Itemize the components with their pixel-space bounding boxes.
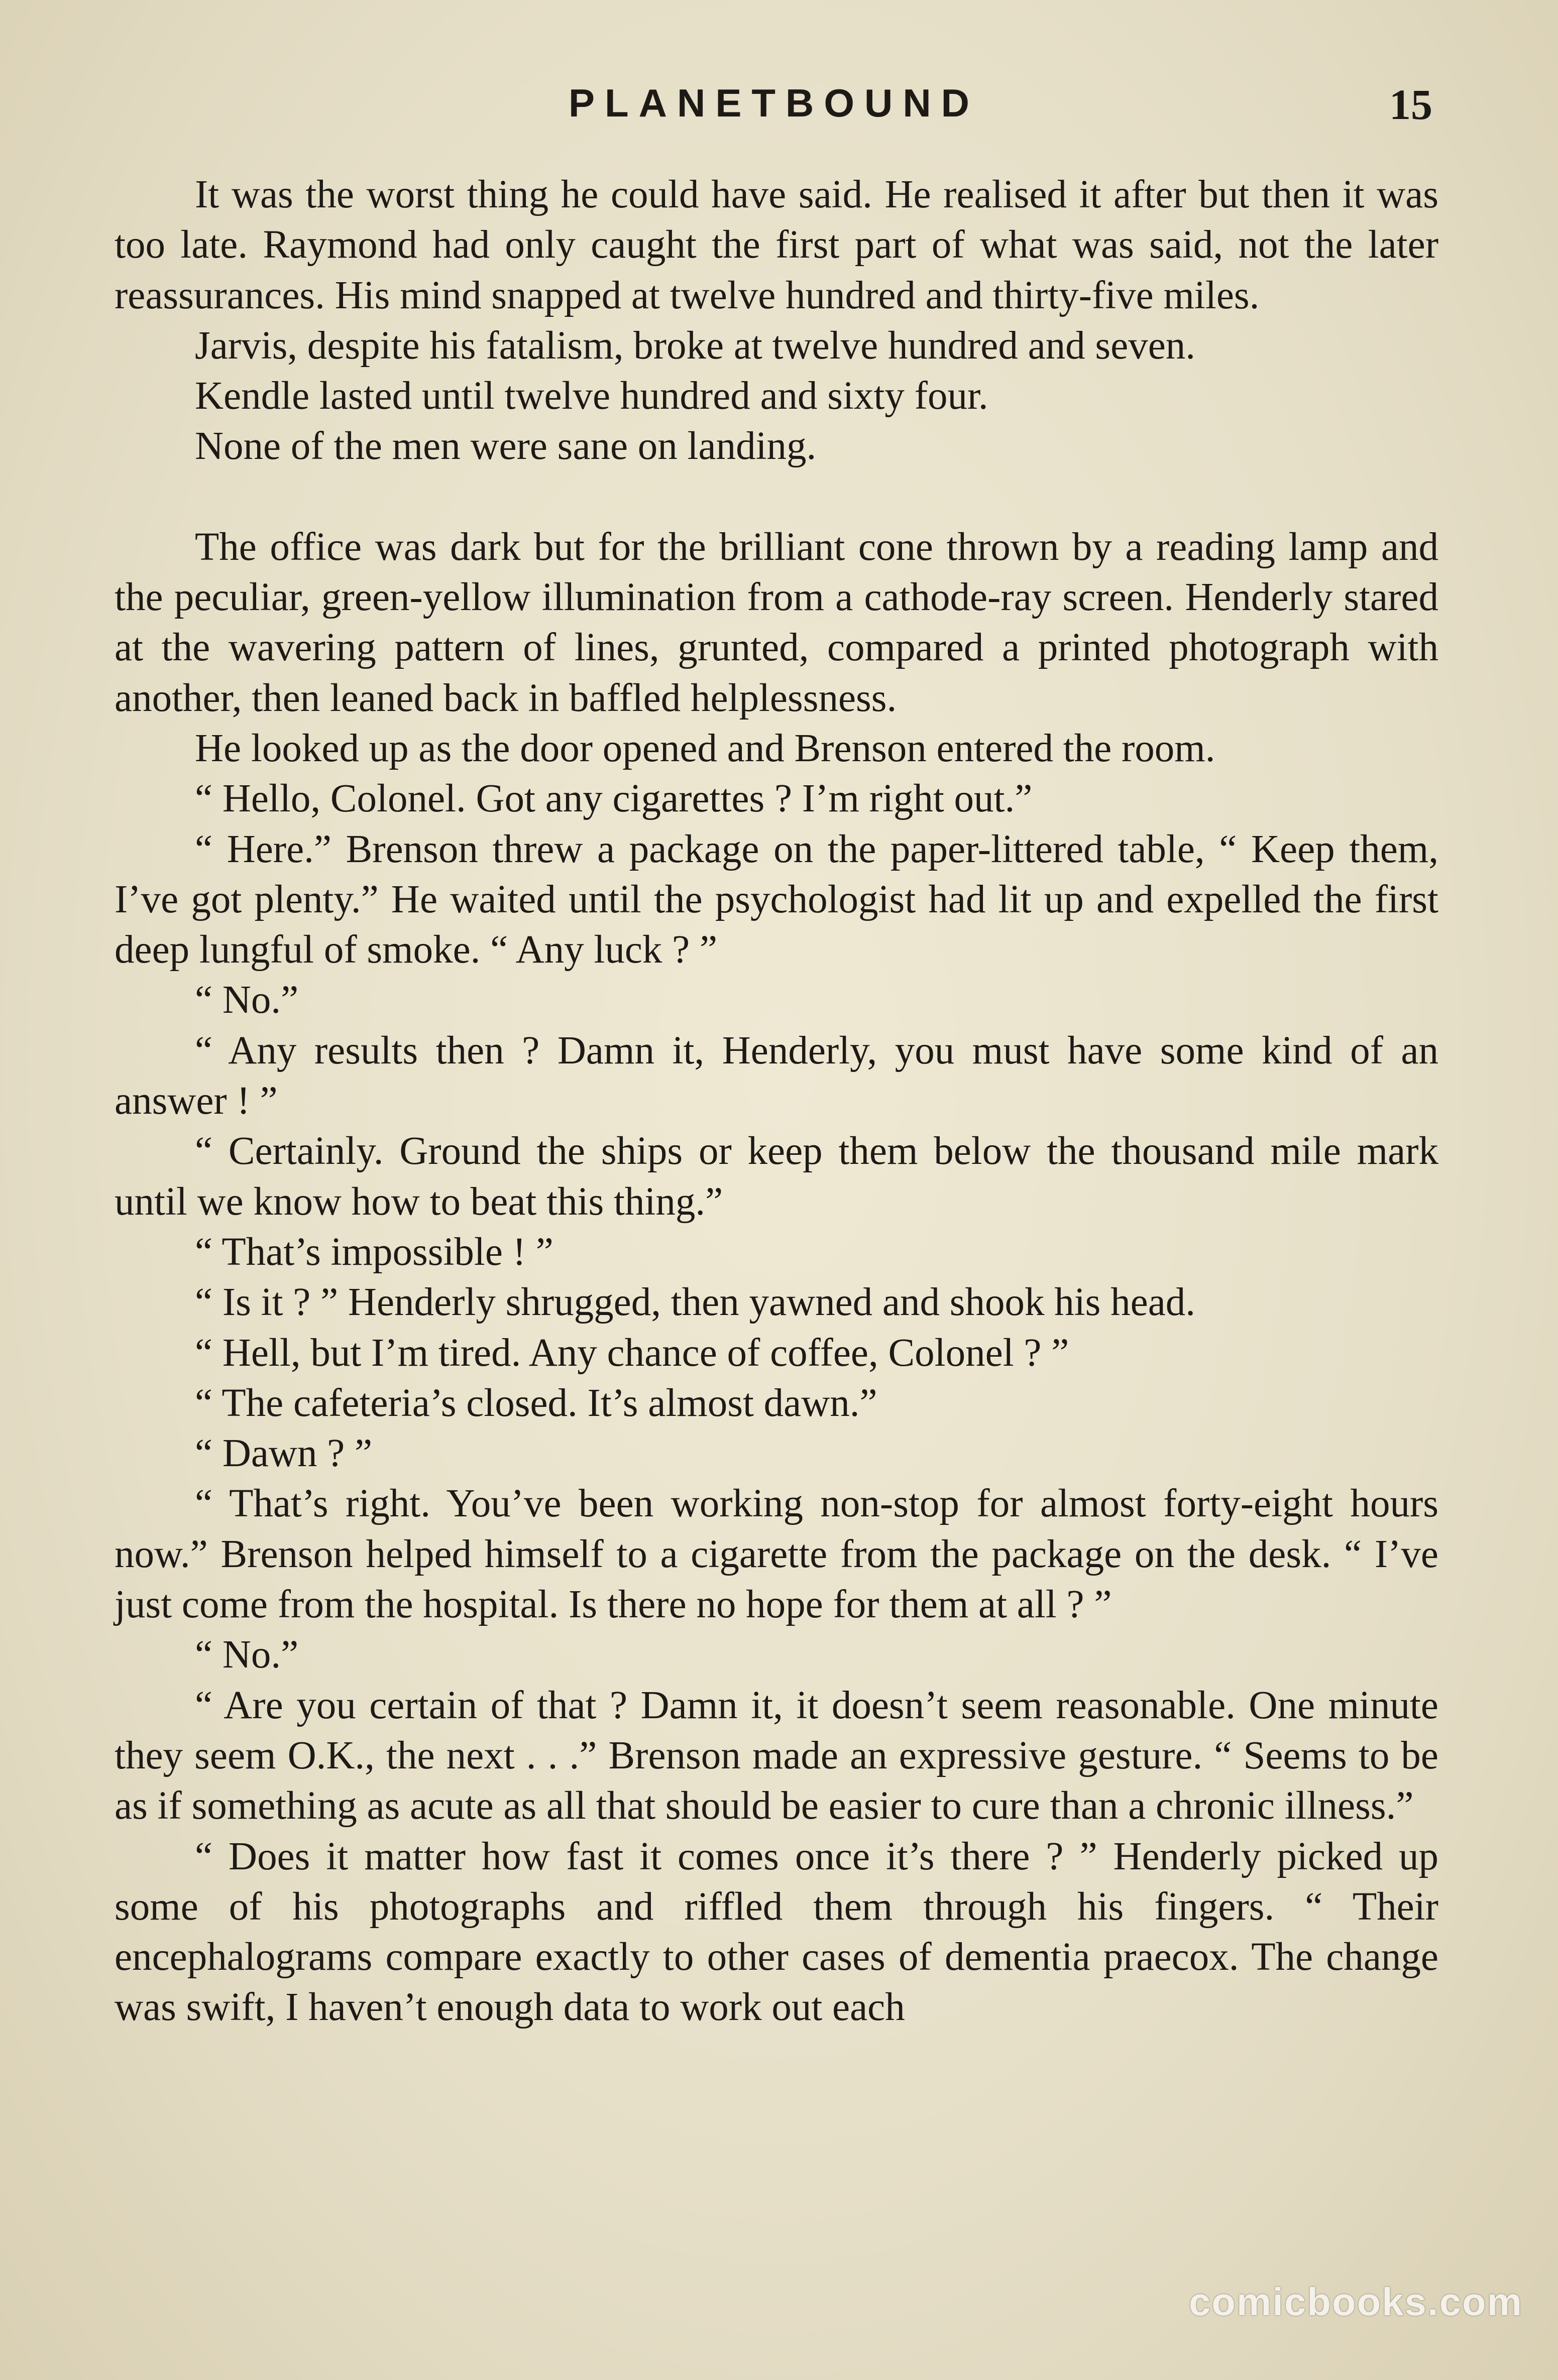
paragraph: “ No.” <box>195 1633 299 1677</box>
paragraph: “ The cafeteria’s closed. It’s almost dawn.” <box>195 1381 877 1425</box>
paragraph: “ No.” <box>195 978 299 1022</box>
page-header <box>116 75 1432 136</box>
paragraph: “ Certainly. Ground the ships or keep them below the thousand mile mark until we know how to beat this thing.” <box>115 1129 1438 1224</box>
paragraph: “ Does it matter how fast it comes once it’s there ? ” Henderly picked up some of his photographs and riffled them through his fingers. “ Their encephalograms compare exactly to other cases of dementia praecox. The change was swift, I haven’t enough data to work out each <box>115 1834 1438 2030</box>
paragraph: None of the men were sane on landing. <box>195 424 817 468</box>
paragraph: “ That’s impossible ! ” <box>195 1230 553 1274</box>
paragraph: “ Hello, Colonel. Got any cigarettes ? I’m right out.” <box>195 777 1033 821</box>
page-number: 15 <box>1389 80 1432 129</box>
paragraph: “ That’s right. You’ve been working non-stop for almost forty-eight hours now.” Brenson helped himself to a cigarette from the package on the desk. “ I’ve just come from the hospital. Is there no hope for them at all ? ” <box>115 1482 1438 1627</box>
paragraph: “ Is it ? ” Henderly shrugged, then yawned and shook his head. <box>195 1280 1196 1325</box>
paragraph: “ Dawn ? ” <box>195 1432 373 1476</box>
paragraph: “ Here.” Brenson threw a package on the paper-littered table, “ Keep them, I’ve got plenty.” He waited until the psychologist had lit up and expelled the first deep lungful of smoke. “ Any luck ? ” <box>115 827 1438 972</box>
paragraph: “ Any results then ? Damn it, Henderly, you must have some kind of an answer ! ” <box>115 1028 1438 1123</box>
paragraph: “ Hell, but I’m tired. Any chance of coffee, Colonel ? ” <box>195 1331 1069 1375</box>
paragraph: He looked up as the door opened and Brenson entered the room. <box>195 726 1215 770</box>
paragraph: “ Are you certain of that ? Damn it, it doesn’t seem reasonable. One minute they seem O.K., the next . . .” Brenson made an expressive gesture. “ Seems to be as if something as acute as all that should be easier to cure than a chronic illness.” <box>115 1683 1438 1828</box>
paragraph: Jarvis, despite his fatalism, broke at twelve hundred and seven. <box>195 323 1196 368</box>
paragraph: The office was dark but for the brilliant cone thrown by a reading lamp and the peculiar, green-yellow illumination from a cathode-ray screen. Henderly stared at the wavering pattern of lines, grunted, compared a printed photograph with another, then leaned back in baffled helplessness. <box>115 525 1438 720</box>
paragraph: It was the worst thing he could have said. He realised it after but then it was too late. Raymond had only caught the first part of what was said, not the later reassurances. His mind snapped at twelve hundred and thirty-five miles. <box>115 173 1438 317</box>
running-head: PLANETBOUND <box>569 81 979 125</box>
watermark: comicbooks.com <box>1188 2280 1523 2324</box>
body-text <box>115 170 1438 2033</box>
paragraph: Kendle lasted until twelve hundred and sixty four. <box>195 374 988 418</box>
